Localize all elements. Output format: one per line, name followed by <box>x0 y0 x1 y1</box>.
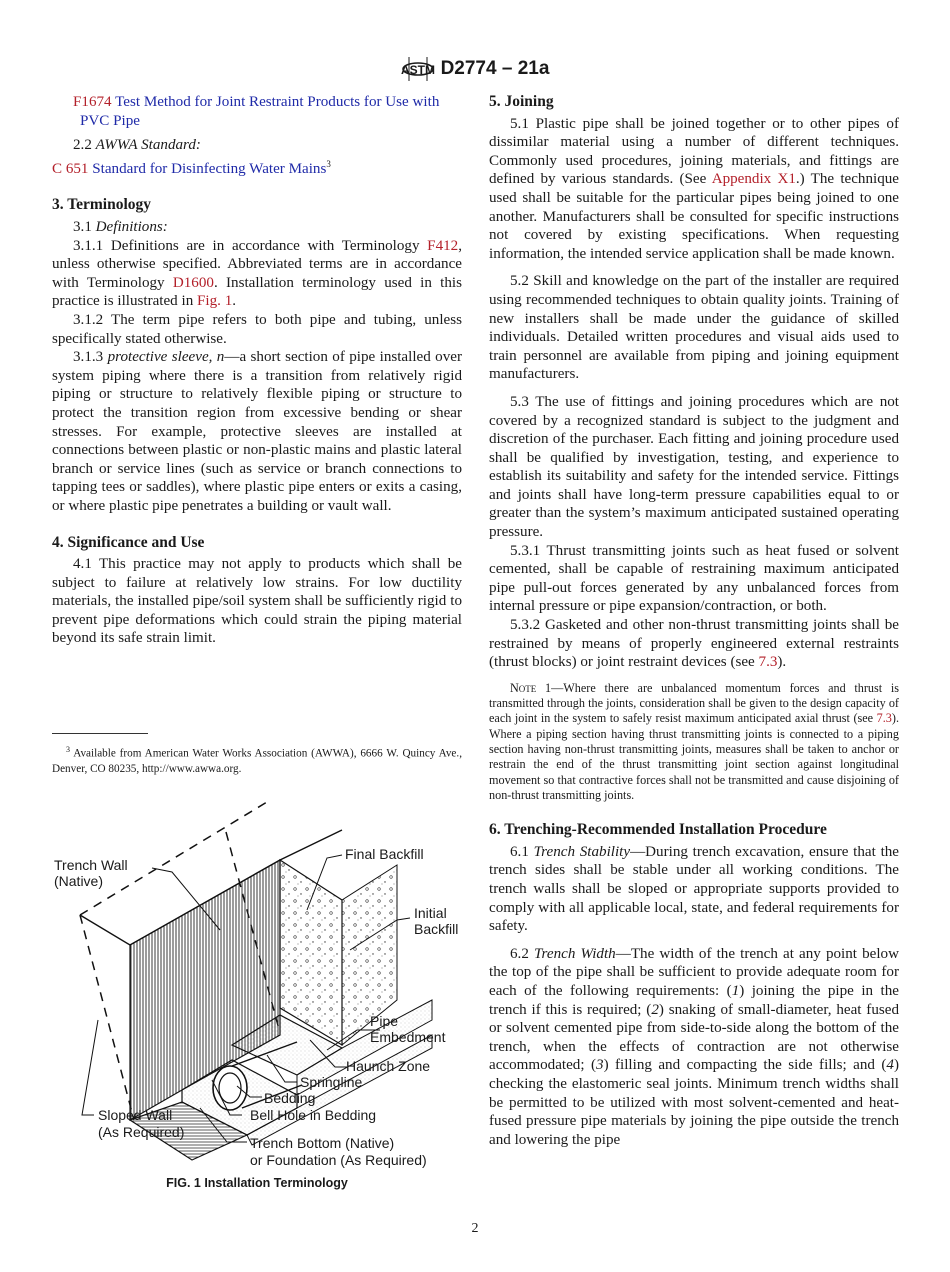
reference-c651 <box>52 155 462 179</box>
link-d1600[interactable]: D1600 <box>172 274 214 291</box>
para-3-1-2: 3.1.2 The term pipe refers to both pipe and tubing, unless specifically stated otherwise. <box>52 311 462 347</box>
svg-text:Backfill: Backfill <box>414 921 459 937</box>
svg-text:ASTM: ASTM <box>400 63 435 77</box>
label-haunch-zone: Haunch Zone <box>346 1058 431 1074</box>
link-appendix-x1[interactable]: Appendix X1 <box>711 171 796 188</box>
note-1: Note 1—Where there are unbalanced momentum forces and thrust is transmitted through the joints, consideration shall be given to the design capacity of each joint in the system to safely resist maximum anticipated axial thrust (see 7.3). Where a piping section having thrust transmitting joints is connected to a piping section having non-thrust transmitting joints, measures shall be taken to anchor or restrain the end of the thrust transmitting joint section against longitudinal movement so that contractive forces shall not be transmitted and cause disjoining of non-thrust transmitting joints. <box>489 680 899 802</box>
heading-trenching: 6. Trenching-Recommended Installation Procedure <box>489 821 827 839</box>
link-fig1[interactable]: Fig. 1 <box>197 293 233 310</box>
heading-significance: 4. Significance and Use <box>52 533 205 551</box>
label-bedding: Bedding <box>264 1090 316 1106</box>
para-5-3-1: 5.3.1 Thrust transmitting joints such as heat fused or solvent cemented, shall be capable of restraining maximum anticipated pipe pull-out forces generated by any unbalanced forces from internal pressure or pipe expansion/contraction, or both. <box>489 542 899 615</box>
label-trench-wall: Trench Wall <box>54 857 128 873</box>
heading-joining: 5. Joining <box>489 93 554 110</box>
page-number: 2 <box>471 1221 479 1236</box>
document-id: D2774 – 21a <box>440 58 550 79</box>
link-f1674[interactable]: F1674 <box>73 94 112 110</box>
svg-text:Embedment: Embedment <box>370 1029 446 1045</box>
label-trench-bottom: Trench Bottom (Native) <box>250 1135 395 1151</box>
label-pipe-embedment: Pipe <box>370 1013 399 1029</box>
right-column <box>489 93 899 1149</box>
reference-f1674 <box>59 93 462 130</box>
para-4-1: 4.1 This practice may not apply to products which shall be subject to failure at relatively low strains. For low ductility materials, the installed pipe/soil system shall be sufficiently rigid to prevent pipe deformations which could strain the piping material beyond its safe strain limit. <box>52 556 462 647</box>
label-initial-backfill: Initial <box>414 905 447 921</box>
link-7-3[interactable]: 7.3 <box>758 654 778 671</box>
label-springline: Springline <box>300 1074 363 1090</box>
heading-terminology: 3. Terminology <box>52 196 152 214</box>
link-7-3-note[interactable]: 7.3 <box>876 711 892 726</box>
link-f1674-title[interactable]: Test Method for Joint Restraint Products for Use with PVC Pipe <box>80 94 440 129</box>
footnote-divider <box>52 733 148 734</box>
para-5-3-2: 5.3.2 Gasketed and other non-thrust transmitting joints shall be restrained by means of properly engineered external restraints (thrust blocks) or joint restraint devices (see 7.3). <box>489 617 899 671</box>
para-3-1: 3.1 Definitions: <box>73 219 168 235</box>
para-5-2: 5.2 Skill and knowledge on the part of the installer are required using recommended techniques to obtain quality joints. Training of new installers shall be made under the guidance of skilled individuals. Detailed written procedures and visual aids used to train personnel are available from piping and joining equipment manufacturers. <box>489 273 899 383</box>
svg-text:(As Required): (As Required) <box>98 1124 185 1140</box>
link-c651-title[interactable]: Standard for Disinfecting Water Mains <box>92 160 327 177</box>
astm-logo-icon <box>401 54 435 84</box>
page-header <box>0 52 950 86</box>
footnote-mark: 3 <box>326 158 331 169</box>
para-3-1-3: 3.1.3 protective sleeve, n—a short section of pipe installed over system piping where there is a transition from relatively rigid piping or structure to relatively flexible piping or structure to protect the transition region from excessive bending or shear stresses. For example, protective sleeves are installed at connections between plastic or non-plastic mains and plastic lateral branch or service lines (such as service or branch connections to tapping tees or saddles), where plastic pipe enters or exits a casing, or where plastic pipe penetrates a building or vault wall. <box>52 349 462 514</box>
svg-text:(Native): (Native) <box>54 873 104 889</box>
para-5-3: 5.3 The use of fittings and joining procedures which are not covered by a recognized standard is subject to the judgment and discretion of the purchaser. Each fitting and joining procedure used shall be qualified by investigation, testing, and experience to establish its suitability and safety for the intended service. Fittings and joints shall have long-term pressure capabilities equal to or greater than the system’s maximum anticipated sustained operating pressure. <box>489 393 899 541</box>
link-c651[interactable]: C 651 <box>52 160 89 177</box>
para-3-1-1: 3.1.1 Definitions are in accordance with Terminology F412, unless otherwise specified. Abbreviated terms are in accordance with Terminology D1600. Installation terminology used in this practice is illustrated in Fig. 1. <box>52 237 462 310</box>
label-bell-hole: Bell Hole in Bedding <box>250 1107 377 1123</box>
label-final-backfill: Final Backfill <box>345 846 424 862</box>
section-2-2: 2.2 AWWA Standard: <box>73 137 201 154</box>
para-5-1: 5.1 Plastic pipe shall be joined together or to other pipes of dissimilar material using a number of different techniques. Commonly used procedures, joining materials, and fittings are defined by various standards. (See Appendix X1.) The technique used shall be suitable for the particular pipes being joined to one another. Manufacturers shall be consulted for specific instructions not covered by existing specifications. When requesting information, the intended service application shall be made known. <box>489 115 900 262</box>
svg-text:or Foundation (As Required): or Foundation (As Required) <box>250 1152 427 1168</box>
figure-installation-terminology <box>52 790 462 1175</box>
label-sloped-wall: Sloped Wall <box>98 1107 173 1123</box>
footnote-3: $^3$ Available from American Water Works Association (AWWA), 6666 W. Quincy Ave., Denver, CO 80235, http://www.awwa.org. <box>52 745 462 775</box>
para-6-2: 6.2 Trench Width—The width of the trench at any point below the top of the pipe shall be sufficient to provide adequate room for each of the following requirements: (1) joining the pipe in the trench if this is required; (2) snaking of small-diameter, heat fused or solvent cemented pipe from side-to-side along the bottom of the trench, when the effects of contraction are not otherwise accommodated; (3) filling and compacting the side fills; and (4) checking the elastomeric seal joints. Minimum trench widths shall be permitted to be utilized with most solvent-cemented and heat-fused pressure pipe materials by joining the pipe outside the trench and lowering the pipe <box>489 945 899 1148</box>
left-column <box>52 93 462 648</box>
para-6-1: 6.1 Trench Stability—During trench excavation, ensure that the trench sides shall be stable under all working conditions. The trench walls shall be sloped or appropriate supports provided to comply with all applicable local, state, and federal requirements for safety. <box>489 843 900 935</box>
link-f412[interactable]: F412 <box>427 237 459 254</box>
figure-caption: FIG. 1 Installation Terminology <box>166 1176 348 1190</box>
